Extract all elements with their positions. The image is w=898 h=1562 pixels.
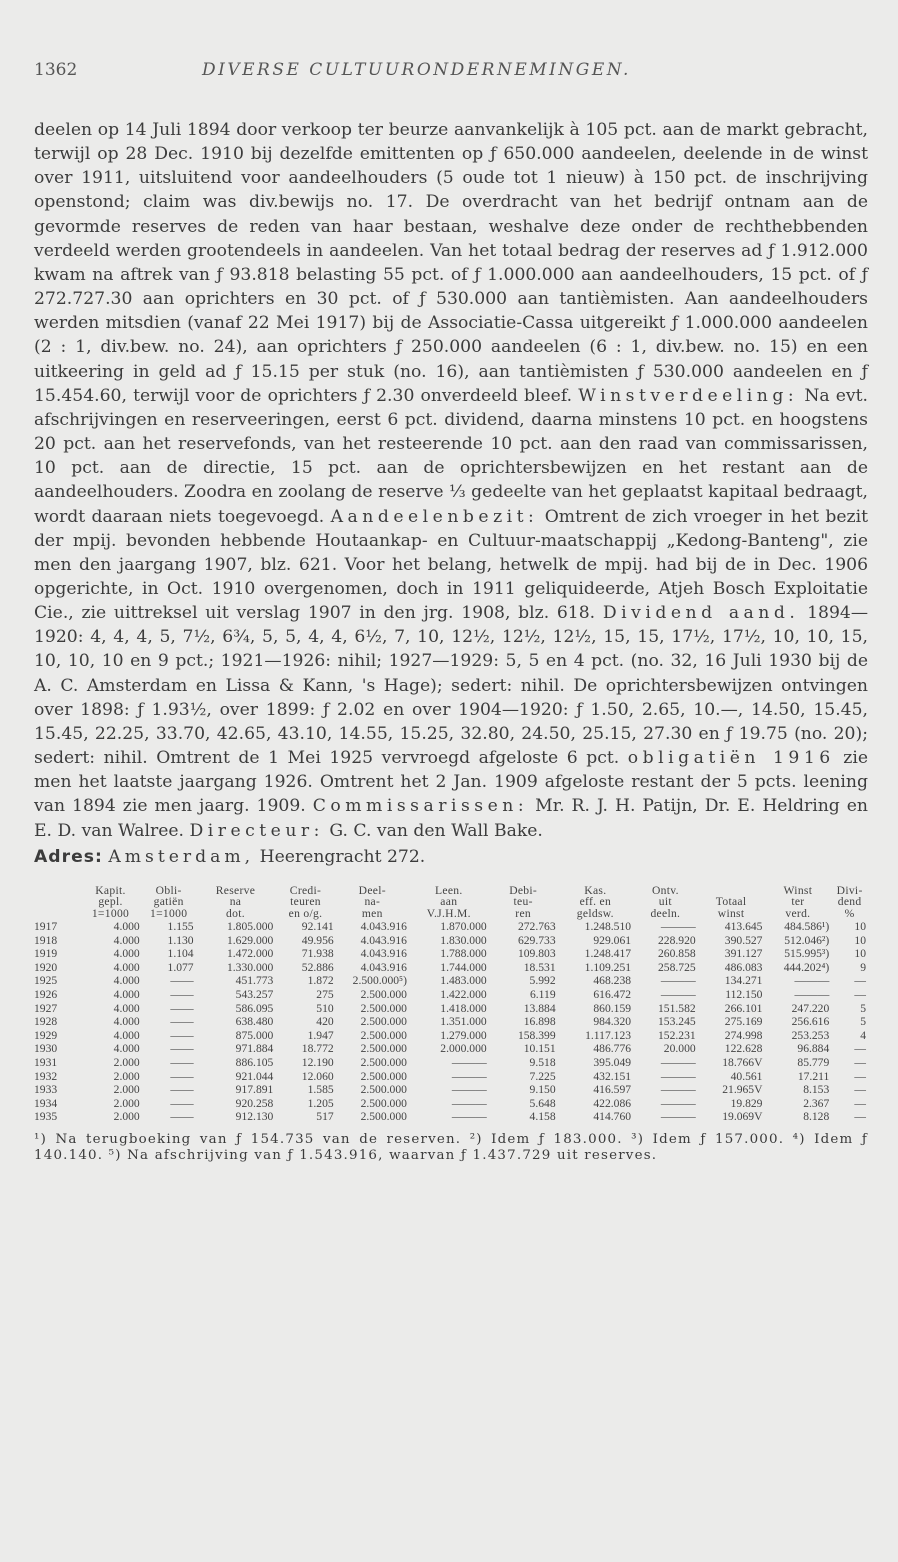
- table-cell: ——: [170, 1096, 194, 1110]
- table-cell: 917.891: [235, 1083, 274, 1097]
- body-text: [34, 118, 868, 869]
- table-year-cell: 1920: [34, 960, 58, 974]
- table-row: [34, 1029, 868, 1043]
- table-cell: 247.220: [791, 1001, 830, 1015]
- table-cell: 4.158: [529, 1110, 556, 1124]
- table-cell: 2.367: [803, 1096, 830, 1110]
- table-year-cell: 1917: [34, 920, 58, 934]
- table-cell: ——: [170, 974, 194, 988]
- table-cell: 18.531: [523, 960, 556, 974]
- table-header-cell: 1=1000: [91, 907, 130, 921]
- table-cell: 10.151: [523, 1042, 556, 1056]
- table-header-cell: gatiën: [153, 895, 184, 909]
- table-cell: 420: [316, 1015, 334, 1029]
- table-cell: ———: [451, 1110, 487, 1124]
- table-cell: 984.320: [593, 1015, 632, 1029]
- table-cell: 543.257: [235, 988, 274, 1002]
- table-row: [34, 947, 868, 961]
- table-cell: 414.760: [593, 1110, 632, 1124]
- table-cell: 9.150: [529, 1083, 556, 1097]
- table-year-cell: 1934: [34, 1096, 58, 1110]
- table-cell: 17.211: [797, 1069, 830, 1083]
- table-header-cell: teuren: [290, 895, 321, 909]
- table-cell: 1.422.000: [440, 988, 487, 1002]
- table-header-cell: Deel-: [358, 883, 386, 897]
- table-cell: 10: [854, 947, 866, 961]
- table-header-cell: 1=1000: [150, 907, 188, 921]
- text-segment: Omtrent de zich vroeger in het bezit der mpij. bevonden hebbende Houtaankap- en Cultuur-maatschappij „Kedong-Banteng", zie men den jaargang 1907, blz. 621. Voor het belang, hetwelk de mpij. had bij de in Dec. 1906 opgerichte, in Oct. 1910 overgenomen, doch in 1911 geliquideerde, Atjeh Bosch Exploitatie Cie., zie uittreksel uit verslag 1907 in den jrg. 1908, blz. 618.: [34, 506, 868, 624]
- table-cell: —: [854, 974, 866, 988]
- table-cell: ———: [660, 1096, 696, 1110]
- section-label-directeur: Directeur:: [189, 820, 324, 841]
- text-segment: deelen op 14 Juli 1894 door verkoop ter beurze aanvankelijk à 105 pct. aan de markt gebracht, terwijl op 28 Dec. 1910 bij dezelfde emittenten op ƒ 650.000 aandeelen, deelende in de winst over 1911, uitsluitend voor aandeelhouders (5 oude tot 1 nieuw) à 150 pct. de inschrijving openstond; claim was div.bewijs no. 17. De overdracht van het bedrijf ontnam aan de gevormde reserves de reden van haar bestaan, weshalve deze onder de rechthebbenden verdeeld werden grootendeels in aandeelen. Van het totaal bedrag der reserves ad ƒ 1.912.000 kwam na aftrek van ƒ 93.818 belasting 55 pct. of ƒ 1.000.000 aan aandeelhouders, 15 pct. of ƒ 272.727.30 aan oprichters en 30 pct. of ƒ 530.000 aan tantièmisten. Aan aandeelhouders werden mitsdien (vanaf 22 Mei 1917) bij de Associatie-Cassa uitgereikt ƒ 1.000.000 aandeelen (2 : 1, div.bew. no. 24), aan oprichters ƒ 250.000 aandeelen (6 : 1, div.bew. no. 15) en een uitkeering in geld ad ƒ 15.15 per stuk (no. 16), aan tantièmisten ƒ 530.000 aandeelen en ƒ 15.454.60, terwijl voor de oprichters ƒ 2.30 onverdeeld bleef.: [34, 120, 868, 406]
- table-cell: 2.500.000: [360, 1096, 407, 1110]
- table-cell: ———: [660, 1069, 696, 1083]
- table-cell: 228.920: [658, 933, 696, 947]
- table-cell: 12.060: [301, 1069, 334, 1083]
- table-cell: 158.399: [517, 1028, 556, 1042]
- table-header-cell: verd.: [785, 907, 811, 921]
- table-cell: 484.586¹): [784, 920, 830, 934]
- table-header-row: [34, 908, 868, 920]
- table-cell: ———: [660, 974, 696, 988]
- table-cell: ——: [170, 1001, 194, 1015]
- table-row: [34, 1110, 868, 1124]
- table-cell: 921.044: [235, 1069, 274, 1083]
- table-header-cell: Leen.: [435, 883, 463, 897]
- address-street: Heerengracht 272.: [259, 846, 426, 867]
- table-cell: 875.000: [235, 1028, 274, 1042]
- table-cell: 122.628: [724, 1042, 763, 1056]
- table-cell: ———: [451, 1056, 487, 1070]
- table-cell: —: [854, 1069, 866, 1083]
- table-cell: 1.109.251: [584, 960, 632, 974]
- table-cell: 272.763: [517, 920, 556, 934]
- table-header-cell: aan: [440, 895, 458, 909]
- table-cell: 1.947: [307, 1028, 334, 1042]
- text-segment: Mr. R. J. H. Patijn, Dr. E. Heldring en E. D. van Walree.: [34, 796, 869, 841]
- table-cell: 2.000: [113, 1096, 140, 1110]
- table-year-cell: 1931: [34, 1056, 58, 1070]
- table-cell: 4.000: [113, 1015, 140, 1029]
- table-header-cell: geldsw.: [576, 907, 614, 921]
- table-cell: 2.500.000: [360, 1001, 407, 1015]
- table-header-cell: na: [229, 895, 242, 909]
- table-cell: 395.049: [593, 1056, 632, 1070]
- table-cell: 912.130: [235, 1110, 274, 1124]
- table-row: [34, 1042, 868, 1056]
- table-cell: 886.105: [235, 1056, 274, 1070]
- table-header-cell: deeln.: [650, 907, 681, 921]
- table-cell: —: [854, 1083, 866, 1097]
- table-cell: 112.150: [725, 988, 763, 1002]
- table-year-cell: 1925: [34, 974, 58, 988]
- table-cell: 2.500.000: [360, 988, 407, 1002]
- financial-table: [34, 885, 868, 1124]
- table-header-cell: Kas.: [584, 883, 607, 897]
- table-cell: 4.043.916: [360, 933, 407, 947]
- table-cell: ———: [660, 988, 696, 1002]
- table-header-cell: Debi-: [509, 883, 538, 897]
- table-year-cell: 1933: [34, 1083, 58, 1097]
- table-cell: 5: [860, 1015, 866, 1029]
- table-cell: 2.500.000: [360, 1056, 407, 1070]
- table-cell: 266.101: [724, 1001, 763, 1015]
- table-cell: 260.858: [658, 947, 696, 961]
- table-cell: 486.776: [593, 1042, 632, 1056]
- table-cell: 2.500.000: [360, 1015, 407, 1029]
- table-cell: 12.190: [301, 1056, 334, 1070]
- table-cell: 616.472: [593, 988, 632, 1002]
- table-header-cell: eff. en: [579, 895, 612, 909]
- table-cell: 85.779: [797, 1056, 830, 1070]
- table-cell: 13.884: [523, 1001, 556, 1015]
- table-row: [34, 974, 868, 988]
- text-segment: G. C. van den Wall Bake.: [329, 820, 543, 841]
- table-cell: 2.000: [113, 1056, 140, 1070]
- table-cell: 4.000: [113, 1028, 140, 1042]
- body-paragraph: [34, 118, 868, 843]
- table-cell: 1.248.510: [584, 920, 632, 934]
- table-cell: 1.130: [167, 933, 194, 947]
- table-cell: 40.561: [730, 1069, 763, 1083]
- table-header-cell: [34, 896, 79, 908]
- table-cell: 2.000.000: [440, 1042, 487, 1056]
- table-cell: 2.500.000: [360, 1083, 407, 1097]
- table-header-cell: Reserve: [215, 883, 256, 897]
- table-cell: 1.872: [307, 974, 334, 988]
- table-cell: 1.629.000: [226, 933, 274, 947]
- table-cell: 253.253: [791, 1028, 830, 1042]
- table-cell: 468.238: [593, 974, 632, 988]
- text-segment: Na evt. afschrijvingen en reserveeringen, eerst 6 pct. dividend, daarna minstens 10 pct. en hoogstens 20 pct. aan het reservefonds, van het resteerende 10 pct. aan den raad van commissarissen, 10 pct. aan de directie, 15 pct. aan de oprichtersbewijzen en het restant aan de aandeelhouders. Zoodra en zoolang de reserve ⅓ gedeelte van het geplaatst kapitaal bedraagt, wordt daaraan niets toegevoegd.: [34, 385, 868, 527]
- table-cell: 586.095: [235, 1001, 274, 1015]
- table-cell: 10: [854, 920, 866, 934]
- table-cell: 275.169: [724, 1015, 763, 1029]
- table-cell: 1.205: [307, 1096, 334, 1110]
- page-number: 1362: [34, 60, 78, 80]
- table-cell: 153.245: [658, 1015, 696, 1029]
- table-cell: 71.938: [301, 947, 334, 961]
- table-cell: 258.725: [658, 960, 696, 974]
- table-cell: 49.956: [301, 933, 334, 947]
- table-cell: 256.616: [791, 1015, 830, 1029]
- table-cell: ——: [170, 1056, 194, 1070]
- section-label-aandeelenbezit: Aandeelenbezit:: [330, 506, 539, 527]
- table-cell: 1.248.417: [584, 947, 632, 961]
- table-cell: 1.117.123: [585, 1028, 632, 1042]
- table-cell: ———: [660, 1083, 696, 1097]
- table-cell: 971.884: [235, 1042, 274, 1056]
- table-header-cell: Divi-: [836, 883, 863, 897]
- table-cell: 5.992: [529, 974, 556, 988]
- table-cell: 18.766V: [722, 1056, 763, 1070]
- address-city: Amsterdam,: [108, 846, 255, 867]
- table-cell: 19.069V: [722, 1110, 763, 1124]
- table-year-cell: 1919: [34, 947, 58, 961]
- section-label-winstverdeeling: Winstverdeeling:: [578, 385, 799, 406]
- table-cell: 1.805.000: [226, 920, 274, 934]
- table-cell: 2.500.000: [360, 1042, 407, 1056]
- table-cell: 8.128: [803, 1110, 830, 1124]
- text-segment: 1894—1920: 4, 4, 4, 5, 7½, 6¾, 5, 5, 4, 4, 6½, 7, 10, 12½, 12½, 12½, 15, 15, 17½, 17½, 10, 10, 15, 10, 10, 10 en 9 pct.; 1921—1926: nihil; 1927—1929: 5, 5 en 4 pct. (no. 32, 16 Juli 1930 bij de A. C. Amsterdam en Lissa & Kann, 's Hage); sedert: nihil. De oprichtersbewijzen ontvingen over 1898: ƒ 1.93½, over 1899: ƒ 2.02 en over 1904—1920: ƒ 1.50, 2.65, 10.—, 14.50, 15.45, 15.45, 22.25, 33.70, 42.65, 43.10, 14.55, 15.25, 32.80, 24.50, 25.15, 27.30 en ƒ 19.75 (no. 20); sedert: nihil. Omtrent de 1 Mei 1925 vervroegd afgeloste 6 pct.: [34, 603, 869, 769]
- table-row: [34, 1083, 868, 1097]
- table-header-cell: Credi-: [289, 883, 322, 897]
- table-cell: ———: [794, 988, 830, 1002]
- table-cell: 413.645: [724, 920, 763, 934]
- table-header-cell: ter: [791, 895, 805, 909]
- table-cell: —: [854, 1096, 866, 1110]
- table-cell: 9: [860, 960, 866, 974]
- table-cell: 486.083: [724, 960, 763, 974]
- table-cell: 4.043.916: [360, 960, 407, 974]
- table-row: [34, 988, 868, 1002]
- table-row: [34, 920, 868, 934]
- table-cell: 860.159: [593, 1001, 632, 1015]
- table-header-cell: men: [361, 907, 383, 921]
- table-cell: 638.480: [235, 1015, 274, 1029]
- section-label-dividend: Dividend aand.: [602, 603, 800, 624]
- table-cell: 21.965V: [722, 1083, 763, 1097]
- table-cell: 4.000: [113, 988, 140, 1002]
- table-header-cell: gepl.: [98, 895, 123, 909]
- table-header-cell: uit: [658, 895, 672, 909]
- table-cell: ——: [170, 988, 194, 1002]
- table-cell: 1.351.000: [440, 1015, 487, 1029]
- section-label-commissarissen: Commissarissen:: [312, 796, 529, 817]
- address-line: [34, 845, 868, 869]
- table-header-cell: [34, 885, 79, 897]
- table-cell: 4.000: [113, 920, 140, 934]
- table-cell: 7.225: [529, 1069, 556, 1083]
- table-cell: 4.000: [113, 947, 140, 961]
- table-cell: ———: [451, 1083, 487, 1097]
- table-cell: ———: [451, 1096, 487, 1110]
- page: [34, 60, 868, 1164]
- table-cell: 96.884: [797, 1042, 830, 1056]
- table-year-cell: 1926: [34, 988, 58, 1002]
- table-year-cell: 1929: [34, 1028, 58, 1042]
- table-cell: 275: [316, 988, 334, 1002]
- table-year-cell: 1927: [34, 1001, 58, 1015]
- table-cell: —: [854, 988, 866, 1002]
- table-cell: 18.772: [301, 1042, 334, 1056]
- table-cell: 4: [860, 1028, 866, 1042]
- table-header-cell: na-: [364, 895, 381, 909]
- table-year-cell: 1918: [34, 933, 58, 947]
- table-cell: 422.086: [593, 1096, 632, 1110]
- table-cell: 1.788.000: [440, 947, 487, 961]
- table-header-cell: dot.: [226, 907, 245, 921]
- table-cell: 19.829: [730, 1096, 763, 1110]
- table-cell: 515.995³): [784, 947, 830, 961]
- table-row: [34, 1097, 868, 1111]
- table-cell: 1.155: [167, 920, 194, 934]
- table-cell: 1.744.000: [440, 960, 487, 974]
- table-cell: ———: [660, 920, 696, 934]
- table-cell: 629.733: [517, 933, 556, 947]
- table-cell: 4.000: [113, 960, 140, 974]
- table-cell: 1.279.000: [440, 1028, 487, 1042]
- table-cell: 1.077: [167, 960, 194, 974]
- table-cell: 52.886: [301, 960, 334, 974]
- table-row: [34, 934, 868, 948]
- table-cell: 8.153: [803, 1083, 830, 1097]
- table-row: [34, 1015, 868, 1029]
- table-cell: 390.527: [724, 933, 763, 947]
- table-cell: 1.330.000: [226, 960, 274, 974]
- table-cell: 92.141: [301, 920, 334, 934]
- table-cell: ——: [170, 1110, 194, 1124]
- table-cell: ———: [451, 1069, 487, 1083]
- table-cell: 929.061: [593, 933, 632, 947]
- table-cell: 4.000: [113, 933, 140, 947]
- table-cell: ——: [170, 1015, 194, 1029]
- table-cell: 151.582: [658, 1001, 696, 1015]
- table-cell: 5.648: [529, 1096, 556, 1110]
- footnotes: ¹) Na terugboeking van ƒ 154.735 van de reserven. ²) Idem ƒ 183.000. ³) Idem ƒ 157.000. ⁴) Idem ƒ 140.140. ⁵) Na afschrijving van ƒ 1.543.916, waarvan ƒ 1.437.729 uit reserves.: [34, 1131, 868, 1163]
- table-cell: 274.998: [724, 1028, 763, 1042]
- table-cell: 16.898: [523, 1015, 556, 1029]
- table-cell: 10: [854, 933, 866, 947]
- table-year-cell: 1928: [34, 1015, 58, 1029]
- table-header-cell: Obli-: [155, 883, 182, 897]
- table-header-cell: dend: [837, 895, 862, 909]
- table-cell: 9.518: [529, 1056, 556, 1070]
- table-cell: 134.271: [724, 974, 763, 988]
- text-segment: zie men het laatste jaargang 1926. Omtrent het 2 Jan. 1909 afgeloste restant der 5 pcts. leening van 1894 zie men jaarg. 1909.: [34, 748, 869, 817]
- table-cell: 920.258: [235, 1096, 274, 1110]
- table-cell: 1.830.000: [440, 933, 487, 947]
- table-cell: 2.000: [113, 1083, 140, 1097]
- table-cell: —: [854, 1110, 866, 1124]
- page-header: [34, 60, 868, 88]
- table-header-cell: Winst: [783, 883, 813, 897]
- table-cell: 1.104: [167, 947, 194, 961]
- table-cell: 510: [316, 1001, 334, 1015]
- table-row: [34, 1002, 868, 1016]
- table-cell: 4.000: [113, 1042, 140, 1056]
- table-cell: 391.127: [724, 947, 763, 961]
- table-row: [34, 1070, 868, 1084]
- table-cell: 2.500.000: [360, 1028, 407, 1042]
- table-cell: 1.483.000: [440, 974, 487, 988]
- table-cell: 432.151: [593, 1069, 632, 1083]
- table-cell: 1.870.000: [440, 920, 487, 934]
- running-title: DIVERSE CULTUURONDERNEMINGEN.: [202, 60, 631, 80]
- table-year-cell: 1932: [34, 1069, 58, 1083]
- address-label: Adres:: [34, 846, 103, 867]
- table-cell: ——: [170, 1028, 194, 1042]
- table-cell: 4.000: [113, 974, 140, 988]
- table-cell: 2.000: [113, 1110, 140, 1124]
- table-cell: 4.043.916: [360, 947, 407, 961]
- table-header-cell: [34, 908, 79, 920]
- table-cell: 2.500.000: [360, 1110, 407, 1124]
- table-cell: 1.585: [307, 1083, 334, 1097]
- table-cell: 512.046²): [784, 933, 830, 947]
- table-header-cell: ren: [515, 907, 531, 921]
- table-cell: 6.119: [529, 988, 556, 1002]
- table-header-cell: en o/g.: [288, 907, 323, 921]
- table-cell: 416.597: [593, 1083, 632, 1097]
- table-cell: 1.418.000: [440, 1001, 487, 1015]
- table-row: [34, 961, 868, 975]
- table-cell: 1.472.000: [226, 947, 274, 961]
- table-cell: ——: [170, 1069, 194, 1083]
- table-cell: ——: [170, 1083, 194, 1097]
- table-header-cell: Kapit.: [95, 883, 126, 897]
- table-cell: 444.202⁴): [783, 960, 830, 974]
- table-row: [34, 1056, 868, 1070]
- table-header-cell: Totaal: [715, 895, 747, 909]
- table-cell: 152.231: [658, 1028, 696, 1042]
- section-label-obligatien: obligatiën 1916: [627, 748, 835, 769]
- table-cell: 109.803: [517, 947, 556, 961]
- table-header-cell: %: [844, 907, 855, 921]
- table-cell: 2.500.000: [360, 1069, 407, 1083]
- table-header-cell: V.J.H.M.: [426, 907, 471, 921]
- table-cell: ———: [660, 1110, 696, 1124]
- table-cell: —: [854, 1042, 866, 1056]
- table-header-cell: winst: [717, 907, 745, 921]
- table-year-cell: 1930: [34, 1042, 58, 1056]
- table-cell: ———: [794, 974, 830, 988]
- table-header-cell: teu-: [513, 895, 533, 909]
- table-cell: ——: [170, 1042, 194, 1056]
- table-header-cell: Ontv.: [651, 883, 679, 897]
- table-cell: 517: [316, 1110, 334, 1124]
- table-cell: 451.773: [235, 974, 274, 988]
- table-cell: 2.500.000⁵): [352, 974, 407, 988]
- table-cell: ———: [660, 1056, 696, 1070]
- table-year-cell: 1935: [34, 1110, 58, 1124]
- table-cell: 4.043.916: [360, 920, 407, 934]
- table-cell: 2.000: [113, 1069, 140, 1083]
- table-cell: 20.000: [663, 1042, 696, 1056]
- table-cell: 4.000: [113, 1001, 140, 1015]
- table-cell: —: [854, 1056, 866, 1070]
- table-cell: 5: [860, 1001, 866, 1015]
